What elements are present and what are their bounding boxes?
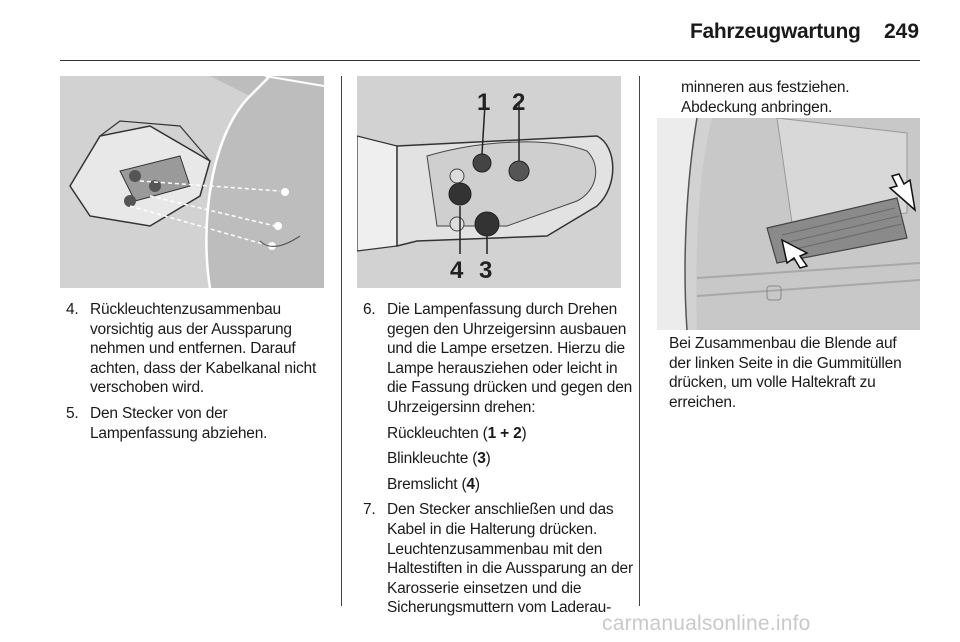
figure-taillight-removal	[60, 76, 324, 288]
lamp-item: Bremslicht (4)	[387, 475, 480, 493]
column-divider-1	[341, 76, 342, 606]
column-3-note: Bei Zusammenbau die Blende auf der linken Seite in die Gummitüllen drücken, um volle Haltekraft zu erreichen.	[669, 335, 902, 411]
lamp-ref: 1 + 2	[487, 424, 522, 442]
step-number: 5.	[66, 404, 79, 422]
step-7	[363, 500, 637, 618]
lamp-item: Blinkleuchte (3)	[387, 450, 491, 468]
callout-3: 3	[479, 257, 493, 284]
step-5	[66, 404, 328, 443]
step-text: Den Stecker von der Lampenfassung abziehen.	[90, 404, 268, 442]
lamp-ref: 4	[466, 475, 475, 493]
watermark: carmanualsonline.info	[602, 612, 811, 635]
step-4	[66, 300, 328, 398]
step-text: Die Lampenfassung durch Drehen gegen den Uhrzeigersinn ausbauen und die Lampe ersetzen. Hierzu die Lampe herausziehen oder leicht in die Fassung drücken und gegen den Uhrzeigersinn drehen:	[387, 301, 633, 416]
step-number: 4.	[66, 301, 79, 318]
column-2-text	[363, 300, 637, 624]
page-number: 249	[884, 20, 920, 43]
header-rule	[60, 60, 920, 61]
step-text: Den Stecker anschließen und das Kabel in die Halterung drücken. Leuchtenzusammenbau mit den Haltestiften in die Aussparung an der Karosserie einsetzen und die Sicherungsmuttern vom Laderau-	[387, 501, 633, 617]
lamp-list	[387, 424, 637, 495]
step-6	[363, 300, 637, 494]
callout-2: 2	[512, 89, 526, 116]
column-divider-2	[639, 76, 640, 606]
callout-4: 4	[450, 257, 464, 284]
figure-lamp-sockets	[357, 76, 621, 288]
step-number: 6.	[363, 301, 376, 318]
column-1-text	[66, 300, 328, 449]
figure-trim-panel	[657, 118, 920, 330]
step-number: 7.	[363, 501, 376, 519]
step-text: Rückleuchtenzusammenbau vorsichtig aus der Aussparung nehmen und entfernen. Darauf achten, dass der Kabelkanal nicht verschoben wird.	[90, 301, 317, 397]
callout-1: 1	[477, 89, 491, 116]
column-3-continuation: minneren aus festziehen. Abdeckung anbringen.	[681, 79, 850, 116]
lamp-ref: 3	[477, 450, 486, 468]
lamp-item: Rückleuchten (1 + 2)	[387, 424, 527, 442]
page-title: Fahrzeugwartung	[690, 20, 861, 43]
